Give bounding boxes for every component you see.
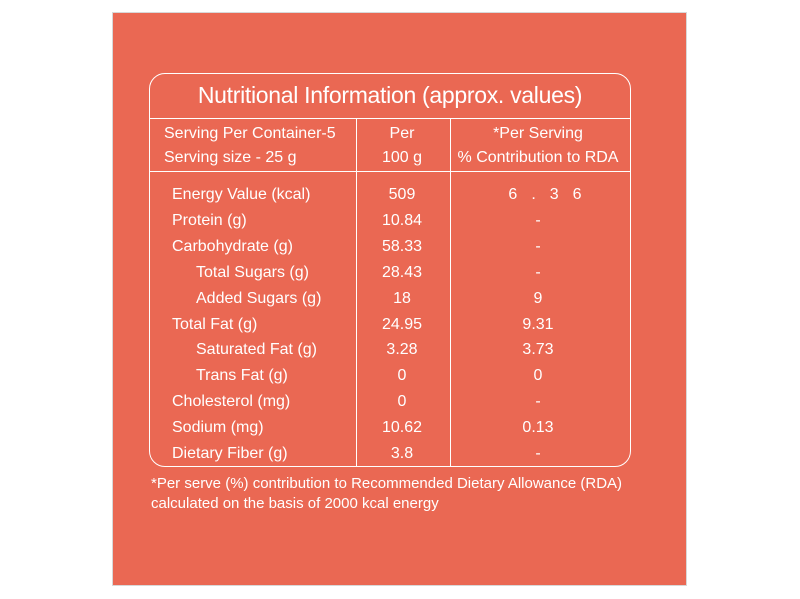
nutrient-label: Added Sugars (g) (196, 289, 322, 307)
table-row (150, 415, 630, 441)
rda-value: 9.31 (522, 315, 554, 333)
per-header: Per (389, 125, 415, 142)
rda-header-sub: % Contribution to RDA (457, 149, 619, 166)
per-100g-value: 3.28 (386, 341, 418, 359)
nutrient-label: Energy Value (kcal) (172, 186, 311, 203)
rda-value: - (535, 445, 541, 462)
per-100g-value: 24.95 (381, 315, 423, 333)
footnote (151, 474, 622, 514)
table-row (150, 234, 630, 260)
divider (150, 118, 630, 119)
rda-value: - (535, 263, 541, 281)
rda-value: 9 (533, 289, 543, 307)
rda-value: 0 (533, 367, 543, 385)
table-row (150, 337, 630, 363)
table-row (150, 389, 630, 415)
nutrition-table (149, 73, 631, 467)
rda-value: - (535, 211, 541, 229)
table-row (150, 260, 630, 286)
per-100g-value: 10.62 (381, 419, 423, 437)
footnote-line: *Per serve (%) contribution to Recommended Dietary Allowance (RDA) (151, 475, 623, 492)
rda-value: 3.73 (522, 341, 554, 359)
table-row (150, 363, 630, 389)
per-100g-value: 509 (388, 186, 416, 203)
per-100g-value: 0 (397, 367, 407, 385)
nutrition-panel (113, 13, 686, 585)
rda-value: 0.13 (522, 419, 554, 437)
table-row (150, 441, 630, 467)
serving-per-container: Serving Per Container-5 (164, 125, 336, 142)
per-100g-value: 28.43 (381, 263, 423, 281)
nutrient-label: Total Fat (g) (172, 315, 258, 333)
serving-size: Serving size - 25 g (164, 149, 297, 166)
divider (150, 171, 630, 172)
table-title: Nutritional Information (approx. values) (197, 82, 583, 108)
nutrient-label: Protein (g) (172, 211, 247, 229)
nutrient-label: Cholesterol (mg) (172, 393, 291, 411)
footnote-line: calculated on the basis of 2000 kcal energy (151, 495, 439, 512)
nutrient-label: Dietary Fiber (g) (172, 445, 288, 462)
table-row (150, 286, 630, 312)
nutrient-label: Trans Fat (g) (196, 367, 288, 385)
per-100g-value: 58.33 (381, 237, 423, 255)
table-row (150, 182, 630, 208)
per-100g-value: 0 (397, 393, 407, 411)
table-row (150, 312, 630, 338)
rda-value: 6.36 (508, 186, 596, 203)
per-100g-value: 18 (393, 289, 411, 307)
nutrient-label: Saturated Fat (g) (196, 341, 317, 359)
rda-value: - (535, 393, 541, 411)
table-row (150, 208, 630, 234)
per-header-unit: 100 g (381, 149, 423, 166)
per-100g-value: 3.8 (390, 445, 414, 462)
nutrient-label: Carbohydrate (g) (172, 237, 293, 255)
rda-value: - (535, 237, 541, 255)
per-100g-value: 10.84 (381, 211, 423, 229)
rda-header: *Per Serving (493, 125, 583, 142)
nutrient-label: Sodium (mg) (172, 419, 264, 437)
nutrient-label: Total Sugars (g) (196, 263, 309, 281)
